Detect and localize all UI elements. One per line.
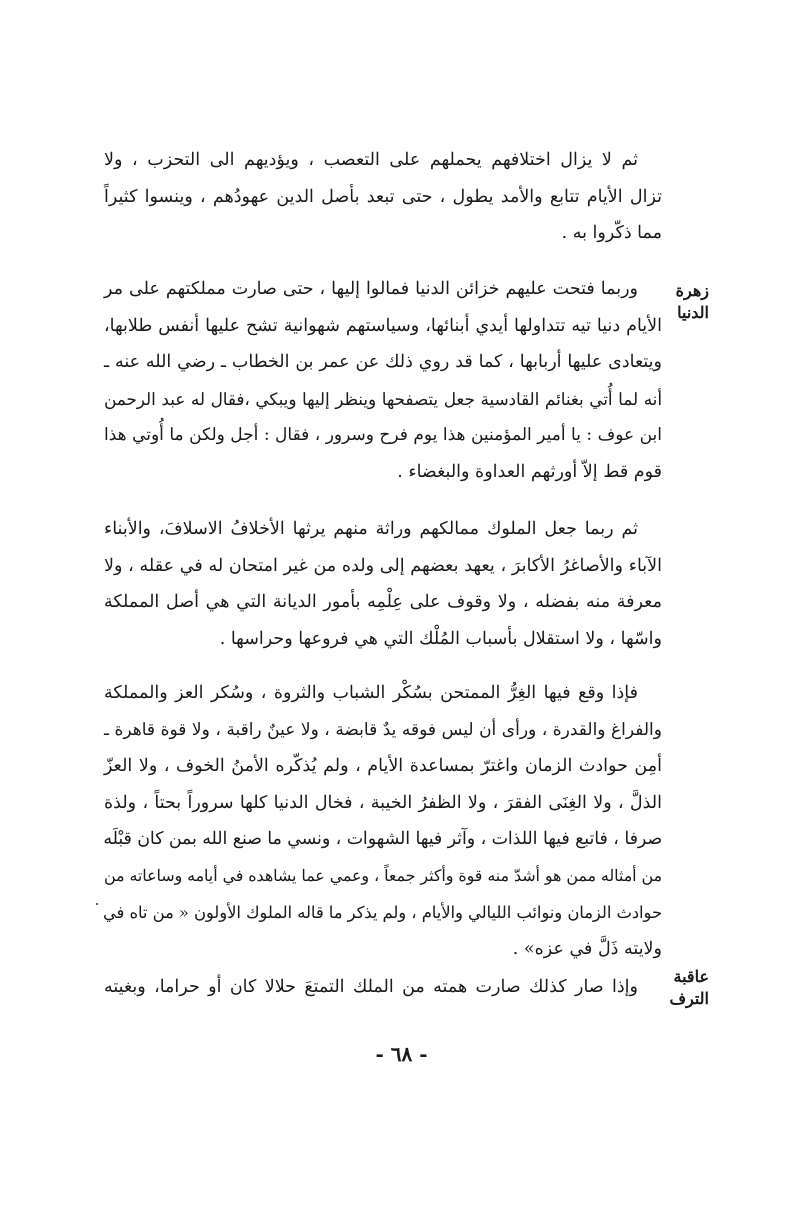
text-line: الذلَّ ، ولا الغِنَى الفقرَ ، ولا الظفرُ الخيبة ، فخال الدنيا كلها سروراً بحتاً ، ولذة [104, 792, 662, 813]
text-line: واسّها ، ولا استقلال بأسباب المُلْك التي هي فروعها وحراسها . [219, 628, 662, 649]
text-line: صرفا ، فاتبع فيها اللذات ، وآثر فيها الشهوات ، ونسي ما صنع الله بمن كان قبْلَه [103, 829, 662, 850]
text-line: ولايته ذَلَّ في عزه» . [512, 939, 662, 960]
margin-note-line: زهرة [675, 281, 709, 300]
text-line: فإذا وقع فيها الغِرُّ الممتحن بسُكْر الشباب والثروة ، وسُكر العز والمملكة [104, 683, 638, 703]
paragraph-3 [104, 511, 662, 657]
paragraph-5 [104, 969, 662, 1006]
scan-speck [96, 903, 98, 905]
text-line: تزال الأيام تتابع والأمد يطول ، حتى تبعد بأصل الدين عهودُهم ، وينسوا كثيراً [104, 186, 662, 207]
text-line: والفراغ والقدرة ، ورأى أن ليس فوقه يدٌ قابضة ، ولا عينٌ راقبة ، ولا قوة قاهرة ـ [104, 719, 662, 740]
text-line: وإذا صار كذلك صارت همته من الملك التمتعَ حلالا كان أو حراما، وبغيته [104, 977, 638, 997]
text-line: قوم قط إلاّ أورثهم العداوة والبغضاء . [397, 461, 662, 482]
margin-note-line: الترف [669, 989, 709, 1008]
paragraph-2 [104, 271, 662, 491]
text-line: الآباء والأصاغرُ الأكابرَ ، يعهد بعضهم إلى ولده من غير امتحان له في عقله ، ولا [104, 555, 662, 576]
text-line: الأيام دنيا تيه تتداولها أيدي أبنائها، وسياستهم شهوانية تشح عليها أنفس طلابها، [104, 315, 662, 336]
margin-note-zahrat-aldunya [663, 280, 709, 324]
text-line: أمِن حوادث الزمان واغترّ بمساعدة الأيام ، ولم يُذكّره الأمنُ الخوف ، ولا العزّ [104, 756, 662, 777]
text-line: معرفة منه بفضله ، ولا وقوف على عِلْمِه بأمور الديانة التي هي أصل المملكة [104, 592, 662, 613]
text-line: ثم ربما جعل الملوك ممالكهم وراثة منهم يرثها الأخلافُ الاسلافَ، والأبناء [104, 519, 638, 539]
text-line: وربما فتحت عليهم خزائن الدنيا فمالوا إليها ، حتى صارت مملكتهم على مر [104, 279, 638, 299]
text-line: من أمثاله ممن هو أشدّ منه قوة وأكثر جمعاً ، وعمي عما يشاهده في أيامه وساعاته من [104, 865, 662, 885]
paragraph-1 [104, 142, 662, 252]
text-line: ثم لا يزال اختلافهم يحملهم على التعصب ، ويؤديهم الى التحزب ، ولا [104, 150, 638, 170]
paragraph-4 [104, 675, 662, 968]
text-line: ويتعادى عليها أربابها ، كما قد روي ذلك عن عمر بن الخطاب ـ رضي الله عنه ـ [104, 352, 662, 373]
text-line: أنه لما أُتي بغنائم القادسية جعل يتصفحها وينظر إليها ويبكي ،فقال له عبد الرحمن [104, 388, 662, 409]
margin-note-line: الدنيا [677, 303, 709, 322]
page-number: - ٦٨ - [375, 1042, 428, 1066]
text-line: حوادث الزمان ونوائب الليالي والأيام ، ولم يذكر ما قاله الملوك الأولون « من تاه في [102, 902, 662, 922]
text-line: مما ذكّروا به . [561, 223, 662, 244]
margin-note-line: عاقبة [673, 967, 709, 986]
text-line: ابن عوف : يا أمير المؤمنين هذا يوم فرح وسرور ، فقال : أجل ولكن ما أُوتي هذا [104, 425, 662, 446]
margin-note-aqibat-altaraf [663, 966, 709, 1010]
